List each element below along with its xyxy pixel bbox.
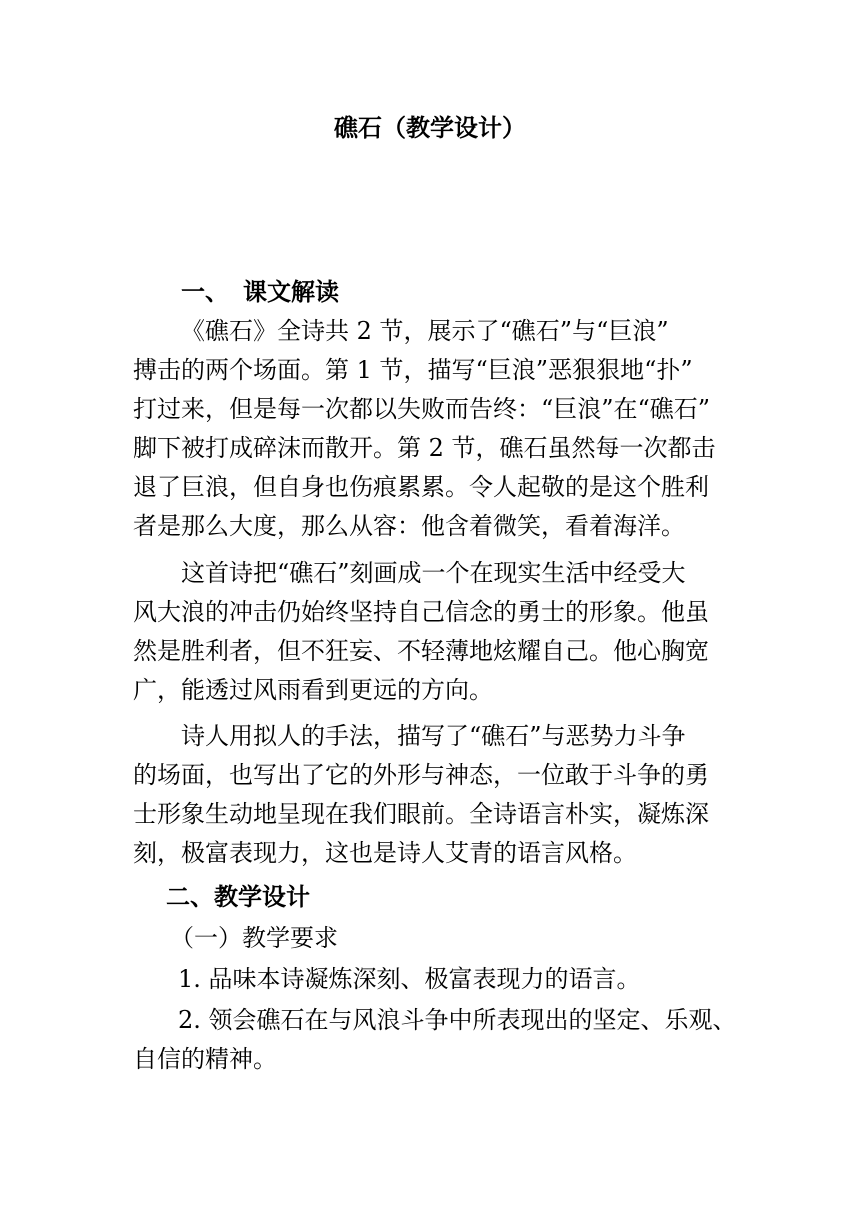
section-2-subheading: （一）教学要求 — [170, 924, 338, 952]
paragraph-1-line: 退了巨浪，但自身也伤痕累累。令人起敬的是这个胜利 — [133, 473, 709, 501]
paragraph-1-line: 打过来，但是每一次都以失败而告终：“巨浪”在“礁石” — [133, 395, 711, 423]
requirement-item-1: 1. 品味本诗凝炼深刻、极富表现力的语言。 — [178, 965, 641, 993]
requirement-item-2-continued: 自信的精神。 — [133, 1045, 277, 1073]
paragraph-2-line: 风大浪的冲击仍始终坚持自己信念的勇士的形象。他虽 — [133, 598, 709, 626]
requirement-item-2: 2. 领会礁石在与风浪斗争中所表现出的坚定、乐观、 — [178, 1006, 737, 1034]
paragraph-2-line: 广，能透过风雨看到更远的方向。 — [133, 676, 493, 704]
paragraph-3-line: 刻，极富表现力，这也是诗人艾青的语言风格。 — [133, 839, 637, 867]
paragraph-1-line: 者是那么大度，那么从容：他含着微笑，看着海洋。 — [133, 512, 685, 540]
section-1-title: 课文解读 — [243, 278, 339, 306]
paragraph-3-line: 的场面，也写出了它的外形与神态，一位敢于斗争的勇 — [133, 761, 709, 789]
section-1-number: 一、 — [181, 278, 229, 306]
section-2-heading: 二、教学设计 — [166, 883, 310, 911]
paragraph-1-line: 《礁石》全诗共 2 节，展示了“礁石”与“巨浪” — [181, 317, 669, 345]
paragraph-1-line: 搏击的两个场面。第 1 节，描写“巨浪”恶狠狠地“扑” — [133, 356, 693, 384]
paragraph-1-line: 脚下被打成碎沫而散开。第 2 节，礁石虽然每一次都击 — [133, 434, 716, 462]
page-title: 礁石（教学设计） — [334, 114, 526, 142]
section-1-heading — [181, 274, 339, 310]
paragraph-3-line: 士形象生动地呈现在我们眼前。全诗语言朴实，凝炼深 — [133, 800, 709, 828]
paragraph-2-line: 然是胜利者，但不狂妄、不轻薄地炫耀自己。他心胸宽 — [133, 637, 709, 665]
paragraph-3-line: 诗人用拟人的手法，描写了“礁石”与恶势力斗争 — [181, 722, 686, 750]
paragraph-2-line: 这首诗把“礁石”刻画成一个在现实生活中经受大 — [181, 559, 686, 587]
